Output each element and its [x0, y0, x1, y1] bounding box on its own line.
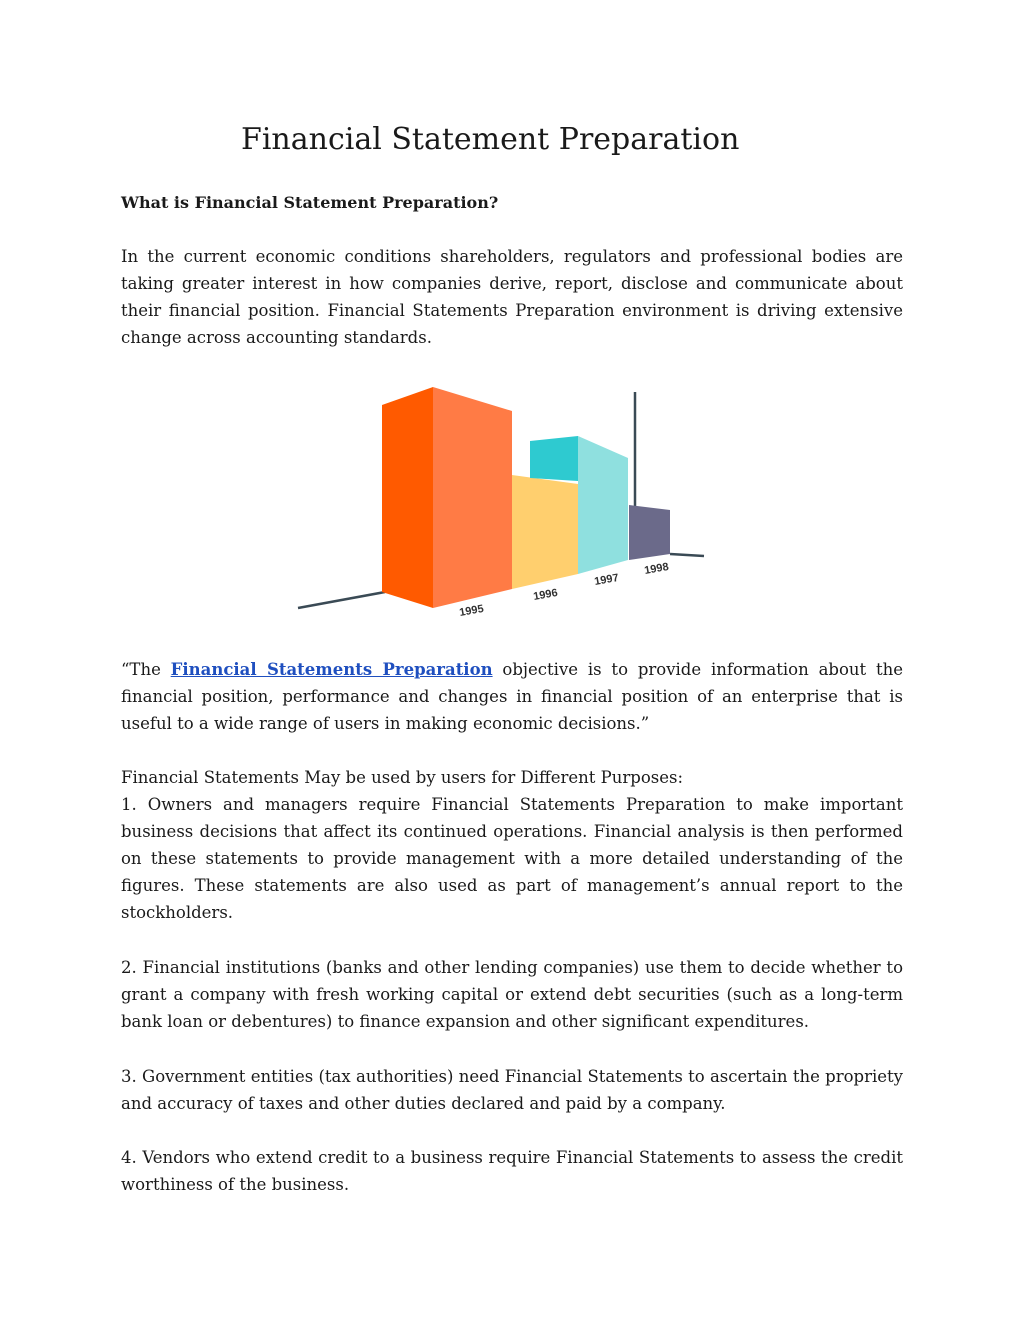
- financial-statements-preparation-link[interactable]: Financial Statements Preparation: [170, 660, 493, 679]
- quote-rest: objective is to provide information about the financial position, performance and changes in financial position of an enterprise that is useful to a wide range of users in making economic decisions.”: [121, 660, 904, 733]
- purpose-item-3: 3. Government entities (tax authorities) need Financial Statements to ascertain the propriety and accuracy of taxes and other duties declared and paid by a company.: [121, 1067, 903, 1113]
- year-label-1998: 1998: [643, 560, 670, 577]
- bar-1997: [578, 436, 628, 574]
- bar-1996: [512, 475, 578, 589]
- quote-paragraph: [121, 656, 903, 737]
- year-label-1997: 1997: [593, 571, 620, 588]
- purpose-item-2: 2. Financial institutions (banks and other lending companies) use them to decide whether to grant a company with fresh working capital or extend debt securities (such as a long-term bank loan or debentures) to finance expansion and other significant expenditures.: [121, 958, 903, 1031]
- purpose-item-4: 4. Vendors who extend credit to a business require Financial Statements to assess the credit worthiness of the business.: [121, 1148, 903, 1194]
- bar-1995-front: [382, 387, 433, 608]
- purposes-block: [121, 764, 903, 926]
- quote-open: “The: [121, 660, 171, 679]
- bar-1998: [629, 505, 670, 560]
- intro-paragraph: In the current economic conditions shareholders, regulators and professional bodies are taking greater interest in how companies derive, report, disclose and communicate about their financial position. Financial Statements Preparation environment is driving extensive change across accounting standards.: [121, 247, 903, 347]
- axis-line-right: [670, 554, 704, 556]
- bar-1997-top: [530, 436, 578, 481]
- year-label-1995: 1995: [458, 602, 485, 619]
- year-label-1996: 1996: [532, 586, 559, 603]
- purpose-item-1: 1. Owners and managers require Financial Statements Preparation to make important business decisions that affect its continued operations. Financial analysis is then performed on these statements to provide management with a more detailed understanding of the figures. These statements are also used as part of management’s annual report to the stockholders.: [121, 795, 903, 922]
- axis-line-left: [298, 592, 385, 608]
- section-heading: What is Financial Statement Preparation?: [121, 193, 499, 212]
- purposes-heading: Financial Statements May be used by users for Different Purposes:: [121, 768, 684, 787]
- bar-1995-side: [433, 387, 512, 608]
- bar-chart-illustration: [290, 378, 720, 628]
- page-title: Financial Statement Preparation: [241, 122, 740, 157]
